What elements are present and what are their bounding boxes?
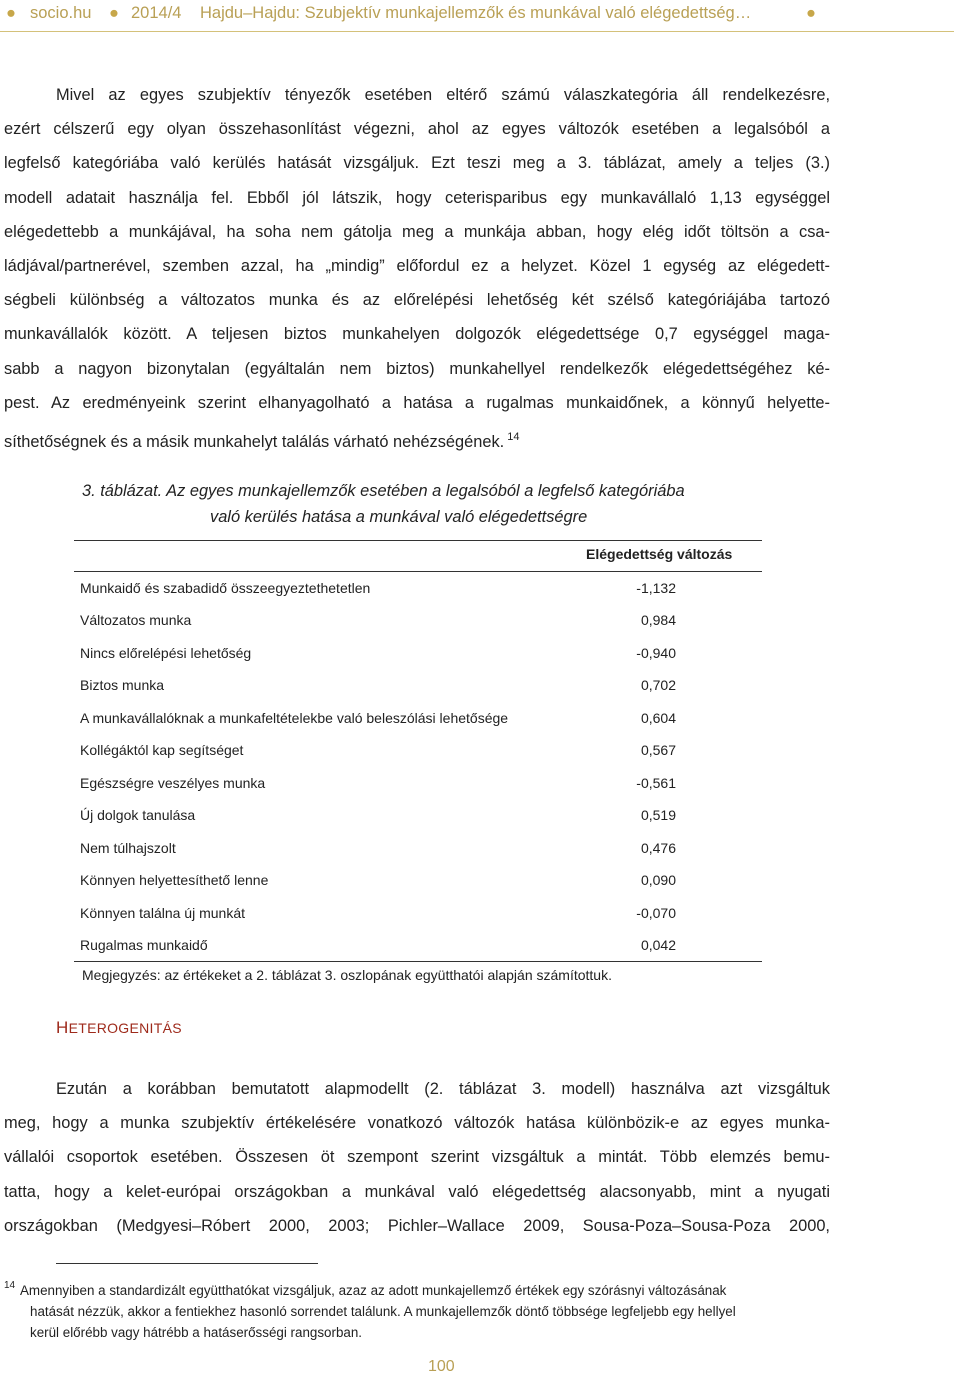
text-line: Ezután a korábban bemutatott alapmodellt (2. táblázat 3. modell) használva azt vizsgáltuk bbox=[56, 1080, 830, 1098]
footnote-number: 14 bbox=[4, 1280, 16, 1291]
header-rule bbox=[0, 31, 954, 32]
text-line: modell adatait használja fel. Ebből jól látszik, hogy ceterisparibus egy munkavállaló 1,13 egységgel bbox=[4, 188, 830, 207]
row-value: 0,042 bbox=[640, 936, 676, 953]
text-line: legfelső kategóriába való kerülés hatását vizsgáljuk. Ezt teszi meg a 3. táblázat, amely a teljes (3.) bbox=[4, 154, 830, 173]
table-row bbox=[74, 580, 762, 612]
caption-number: 3. táblázat. bbox=[82, 482, 163, 500]
table-row bbox=[74, 937, 762, 969]
table-row bbox=[74, 742, 762, 774]
text-line-content: síthetőségnek és a másik munkahelyt találás várható nehézségének. bbox=[4, 432, 505, 451]
text-line: vállalói csoportok esetében. Összesen öt szempont szerint vizsgáltuk a mintát. Több elemzés bemu- bbox=[4, 1148, 830, 1167]
paragraph-1 bbox=[4, 78, 830, 454]
text-line: munkavállalók között. A teljesen biztos munkahelyen dolgozók elégedettsége 0,7 egységgel maga- bbox=[4, 325, 830, 344]
footnote-line: Amennyiben a standardizált együtthatókat vizsgáljuk, azaz az adott munkajellemző értékek egy szórásnyi változásának bbox=[20, 1283, 727, 1298]
text-line: meg, hogy a munka szubjektív értékelésére vonatkozó változók hatása különbözik-e az egyes munka- bbox=[4, 1114, 830, 1133]
table-row bbox=[74, 710, 762, 742]
table-row bbox=[74, 677, 762, 709]
text-line: sabb a nagyon bizonytalan (egyáltalán nem biztos) munkahellyel rendelkezők elégedettségéhez ké- bbox=[4, 359, 830, 378]
row-label: Nem túlhajszolt bbox=[80, 839, 176, 856]
text-line: országokban (Medgyesi–Róbert 2000, 2003; Pichler–Wallace 2009, Sousa-Poza–Sousa-Poza 2000, bbox=[4, 1216, 830, 1235]
text-line: ládjával/partnerével, szemben azzal, ha „mindig” előfordul ez a helyzet. Közel 1 egység az elégedett- bbox=[4, 256, 830, 275]
section-initial: H bbox=[56, 1018, 69, 1037]
row-value: 0,604 bbox=[640, 709, 676, 726]
caption-line-1 bbox=[82, 478, 685, 504]
text-line: pest. Az eredményeink szerint elhanyagolható a hatása a rugalmas munkaidőnek, a könnyű helyette- bbox=[4, 393, 830, 412]
row-label: Rugalmas munkaidő bbox=[80, 936, 208, 953]
table-row bbox=[74, 807, 762, 839]
row-label: Egészségre veszélyes munka bbox=[80, 774, 266, 791]
footnote-rule bbox=[56, 1263, 318, 1264]
row-label: Biztos munka bbox=[80, 677, 165, 694]
row-value: -0,940 bbox=[636, 644, 676, 661]
footnote-ref[interactable]: 14 bbox=[507, 430, 520, 443]
caption-line-2: való kerülés hatása a munkával való elégedettségre bbox=[210, 508, 588, 526]
row-label: Kollégáktól kap segítséget bbox=[80, 742, 244, 759]
bullet-icon: ● bbox=[109, 4, 119, 22]
caption-text-1: Az egyes munkajellemzők esetében a legalsóból a legfelső kategóriába bbox=[166, 482, 685, 500]
table-row bbox=[74, 775, 762, 807]
footnote-line: kerül előrébb vagy hátrébb a hatáserősségi rangsorban. bbox=[30, 1325, 363, 1340]
row-value: 0,090 bbox=[640, 872, 676, 889]
row-value: -1,132 bbox=[636, 580, 676, 596]
table-row bbox=[74, 645, 762, 677]
bullet-icon: ● bbox=[806, 4, 816, 22]
row-value: -0,561 bbox=[636, 774, 676, 791]
bullet-icon: ● bbox=[6, 4, 16, 22]
row-label: A munkavállalóknak a munkafeltételekbe való beleszólási lehetősége bbox=[80, 709, 509, 726]
table-row bbox=[74, 612, 762, 644]
header-issue: 2014/4 bbox=[131, 4, 182, 22]
row-label: Könnyen találna új munkát bbox=[80, 904, 245, 921]
text-line: tatta, hogy a kelet-európai országokban a munkával való elégedettség alacsonyabb, mint a nyugati bbox=[4, 1182, 830, 1201]
row-value: 0,567 bbox=[640, 742, 676, 759]
text-line: elégedettebb a munkájával, ha soha nem gátolja meg a munkája abban, hogy elég időt töltsön a csa- bbox=[4, 222, 830, 241]
page-number: 100 bbox=[428, 1358, 455, 1375]
header-site: socio.hu bbox=[30, 4, 92, 22]
row-value: 0,519 bbox=[640, 807, 676, 824]
header-article: Hajdu–Hajdu: Szubjektív munkajellemzők és munkával való elégedettség… bbox=[200, 4, 752, 22]
text-line: ségbeli különbség a változatos munka és az előrelépési lehetőség két szélső kategóriájába tartozó bbox=[4, 291, 830, 310]
table-header-rule bbox=[74, 571, 762, 572]
table-row bbox=[74, 872, 762, 904]
paragraph-2 bbox=[4, 1072, 830, 1243]
footnote-line: hatását nézzük, akkor a fentiekhez hasonló sorrendet találunk. A munkajellemzők döntő többsége legfeljebb egy hellyel bbox=[30, 1304, 736, 1319]
row-label: Változatos munka bbox=[80, 612, 192, 629]
table-note: Megjegyzés: az értékeket a 2. táblázat 3. oszlopának együtthatói alapján számítottuk. bbox=[82, 967, 612, 983]
section-rest: ETEROGENITÁS bbox=[68, 1020, 182, 1036]
row-label: Munkaidő és szabadidő összeegyeztethetetlen bbox=[80, 580, 371, 596]
text-line bbox=[4, 420, 830, 454]
section-heading bbox=[56, 1018, 182, 1038]
row-value: 0,476 bbox=[640, 839, 676, 856]
table-bottom-rule bbox=[74, 961, 762, 962]
text-line: ezért célszerű egy olyan összehasonlítást végezni, ahol az egyes változók esetében a legalsóból a bbox=[4, 120, 830, 139]
table-top-rule bbox=[74, 540, 762, 541]
row-value: -0,070 bbox=[636, 904, 676, 921]
table-row bbox=[74, 840, 762, 872]
row-value: 0,702 bbox=[640, 677, 676, 694]
column-header: Elégedettség változás bbox=[586, 546, 733, 562]
text-line: Mivel az egyes szubjektív tényezők esetében eltérő számú válaszkategória áll rendelkezésre, bbox=[56, 86, 830, 104]
row-value: 0,984 bbox=[640, 612, 676, 629]
row-label: Nincs előrelépési lehetőség bbox=[80, 644, 252, 661]
row-label: Új dolgok tanulása bbox=[80, 807, 196, 824]
running-header bbox=[0, 0, 960, 31]
table-row bbox=[74, 905, 762, 937]
row-label: Könnyen helyettesíthető lenne bbox=[80, 872, 269, 889]
